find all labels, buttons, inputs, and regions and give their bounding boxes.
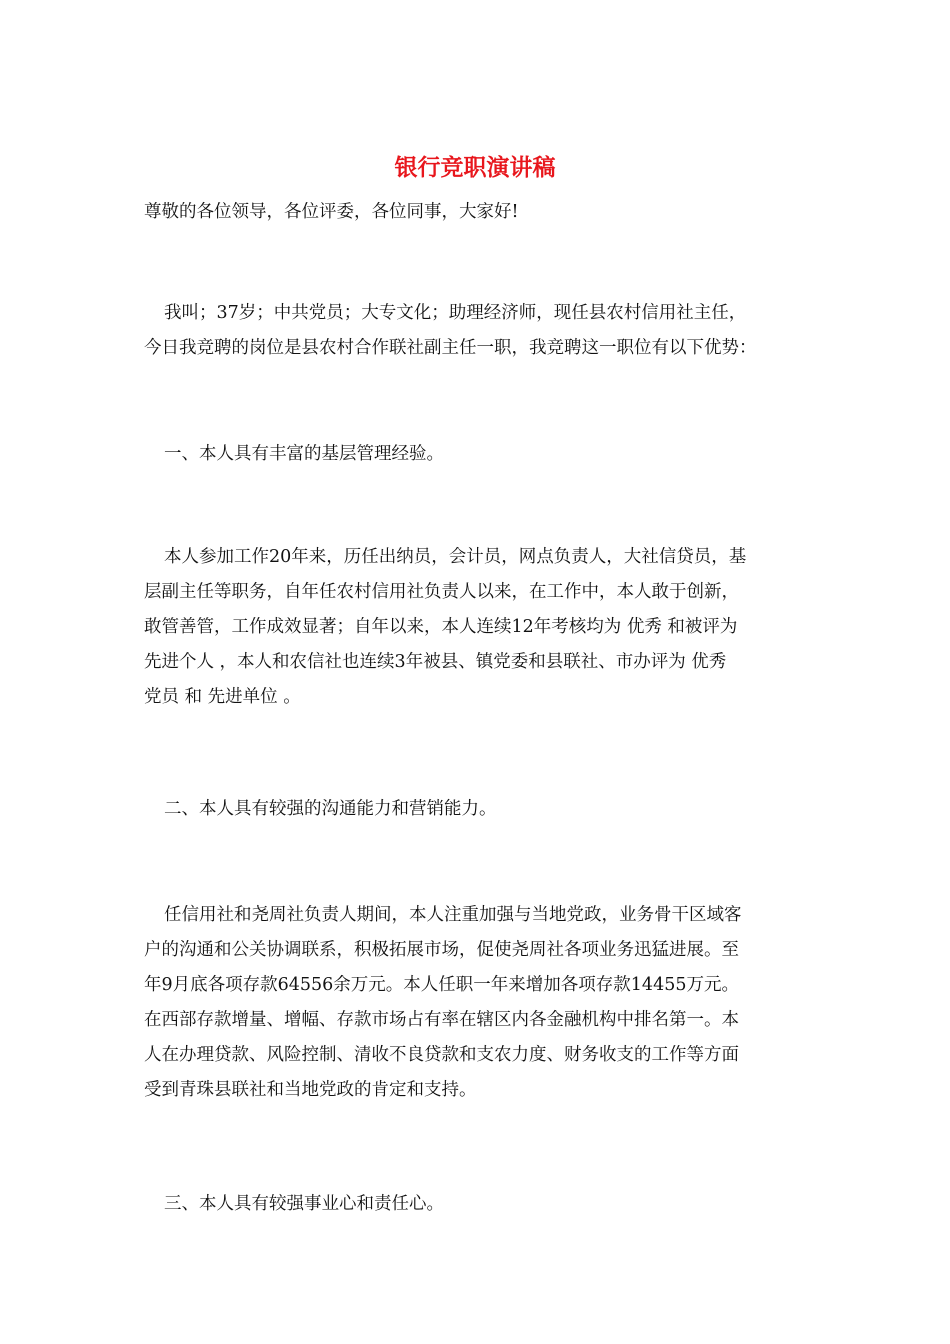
- section-heading-1: [144, 437, 814, 472]
- paragraph-line: 本人参加工作20年来，历任出纳员，会计员，网点负责人，大社信贷员，基: [164, 547, 747, 567]
- paragraph-line: 敢管善管，工作成效显著；自年以来，本人连续12年考核均为 优秀 和被评为: [144, 617, 738, 637]
- paragraph-line: 先进个人 ，本人和农信社也连续3年被县、镇党委和县联社、市办评为 优秀: [144, 652, 727, 672]
- paragraph-line: 层副主任等职务，自年任农村信用社负责人以来，在工作中，本人敢于创新，: [144, 582, 739, 602]
- heading-line: 三、本人具有较强事业心和责任心。: [164, 1194, 444, 1214]
- paragraph-line: 人在办理贷款、风险控制、清收不良贷款和支农力度、财务收支的工作等方面: [144, 1045, 739, 1065]
- paragraph-line: 年9月底各项存款64556余万元。本人任职一年来增加各项存款14455万元。: [144, 975, 739, 995]
- heading-line: 一、本人具有丰富的基层管理经验。: [164, 444, 444, 464]
- section-heading-3: [144, 1187, 814, 1222]
- greeting: [144, 195, 814, 230]
- paragraph-line: 党员 和 先进单位 。: [144, 687, 301, 707]
- greeting-line: 尊敬的各位领导，各位评委，各位同事，大家好!: [144, 202, 519, 222]
- paragraph-line: 任信用社和尧周社负责人期间，本人注重加强与当地党政，业务骨干区域客: [164, 905, 742, 925]
- heading-line: 二、本人具有较强的沟通能力和营销能力。: [164, 799, 497, 819]
- paragraph-line: 户的沟通和公关协调联系，积极拓展市场，促使尧周社各项业务迅猛进展。至: [144, 940, 739, 960]
- paragraph-line: 受到青珠县联社和当地党政的肯定和支持。: [144, 1080, 477, 1100]
- paragraph-line: 今日我竞聘的岗位是县农村合作联社副主任一职，我竞聘这一职位有以下优势：: [144, 338, 757, 358]
- paragraph-line: 在西部存款增量、增幅、存款市场占有率在辖区内各金融机构中排名第一。本: [144, 1010, 739, 1030]
- paragraph-intro: [144, 296, 814, 366]
- section-heading-2: [144, 792, 814, 827]
- paragraph-body-2: [144, 898, 814, 1108]
- paragraph-line: 我叫；37岁；中共党员；大专文化；助理经济师，现任县农村信用社主任，: [164, 303, 747, 323]
- paragraph-body-1: [144, 540, 814, 715]
- document-title: 银行竞职演讲稿: [394, 154, 556, 181]
